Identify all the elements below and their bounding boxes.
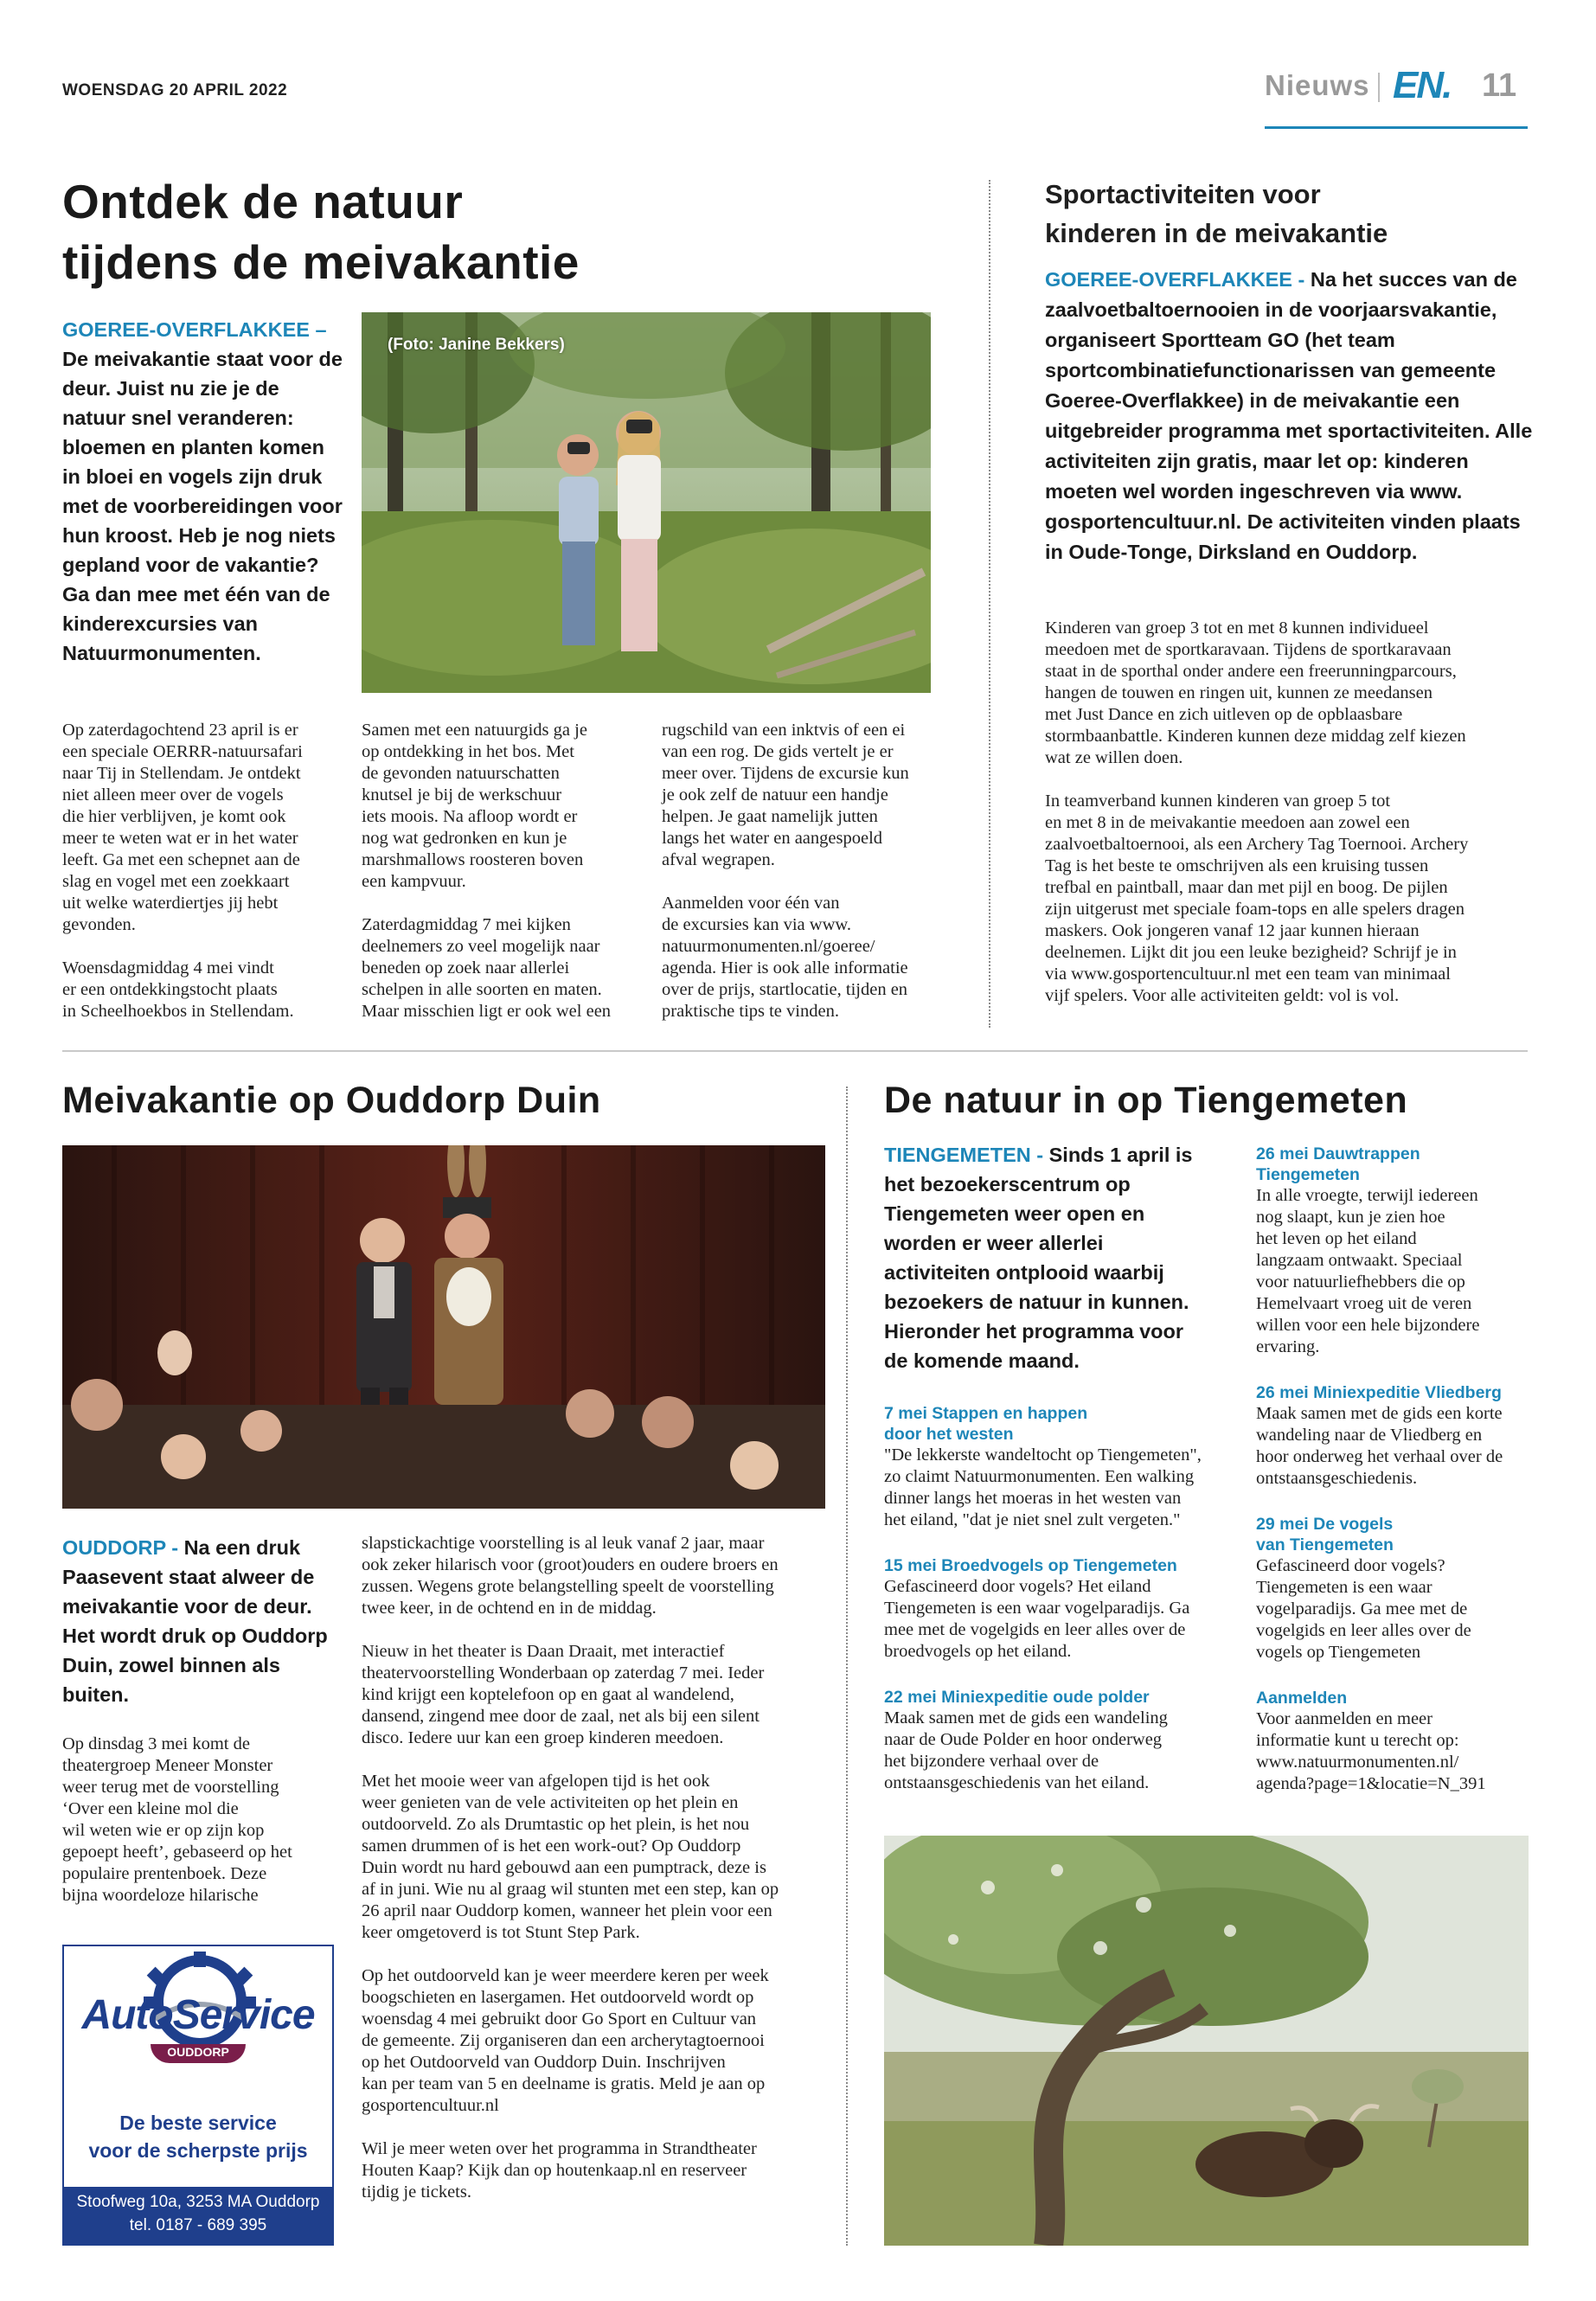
ad-address: Stoofweg 10a, 3253 MA Ouddorp xyxy=(76,2193,320,2211)
header-rule xyxy=(1265,126,1528,129)
program-item-title: 22 mei Miniexpeditie oude polder xyxy=(884,1688,1150,1707)
paragraph: Aanmelden voor één van de excursies kan via www. natuurmonumenten.nl/goeree/ agenda. Hier is ook alle informatie over de prijs, startlocatie, tijden en praktische tips te vinden. xyxy=(662,894,908,1021)
program-left xyxy=(884,1403,1213,1818)
article1-column-3 xyxy=(662,720,947,1044)
paragraph: rugschild van een inktvis of een ei van een rog. De gids vertelt je er meer over. Tijdens de excursie kun je ook zelf de natuur een handje helpen. Je gaat namelijk jutten langs het water en aangespoeld afval wegrapen. xyxy=(662,721,909,869)
program-item xyxy=(884,1555,1213,1663)
article2-kicker: GOEREE-OVERFLAKKEE - xyxy=(1045,268,1305,291)
ad-phone[interactable]: tel. 0187 - 689 395 xyxy=(129,2216,267,2234)
paragraph: Op zaterdagochtend 23 april is er een speciale OERRR-natuursafari naar Tij in Stellendam. Je ontdekt niet alleen meer over de vogels die hier verblijven, je komt ook meer te weten wat er in het water leeft. Ga met een schepnet aan de slag en vogel met een zoekkaart uit welke waterdiertjes jij hebt gevonden. xyxy=(62,721,303,934)
program-item xyxy=(884,1403,1213,1531)
photo-credit: (Foto: Janine Bekkers) xyxy=(388,336,565,354)
article1-kicker: GOEREE-OVERFLAKKEE – xyxy=(62,318,327,341)
highland-cattle-tree-photo xyxy=(884,1836,1529,2246)
newspaper-logo: EN. xyxy=(1393,64,1452,106)
article1-lead xyxy=(62,315,343,668)
program-item-title: 15 mei Broedvogels op Tiengemeten xyxy=(884,1556,1177,1575)
page-number: 11 xyxy=(1482,67,1517,104)
article1-lead-text: De meivakantie staat voor de deur. Juist nu zie je de natuur snel veranderen: bloemen en planten komen in bloei en vogels zijn druk met de voorbereidingen voor hun kroost. Heb je nog niets gepland voor de vakantie? Ga dan mee met één van de kinderexcursies van Natuurmonumenten. xyxy=(62,348,343,664)
paragraph: Samen met een natuurgids ga je op ontdekking in het bos. Met de gevonden natuurschatten knutsel je bij de werkschuur iets moois. Na afloop wordt er nog wat gedronken en kun je marshmallows roosteren boven een kampvuur. xyxy=(362,721,587,891)
program-item xyxy=(1256,1144,1537,1358)
paragraph: Op dinsdag 3 mei komt de theatergroep Meneer Monster weer terug met de voorstelling ‘Over een kleine mol die wil weten wie er op zijn kop gepoept heeft’, gebaseerd op het populaire prentenboek. Deze bijna woordeloze hilarische xyxy=(62,1734,292,1905)
autoservice-ad[interactable] xyxy=(62,1945,334,2246)
section-label: Nieuws xyxy=(1265,69,1370,101)
article4-kicker: TIENGEMETEN - xyxy=(884,1144,1044,1166)
ad-subbrand: OUDDORP xyxy=(167,2045,229,2059)
paragraph: Wil je meer weten over het programma in Strandtheater Houten Kaap? Kijk dan op houtenkaap.nl en reserveer tijdig je tickets. xyxy=(362,2139,757,2202)
article3-lead xyxy=(62,1533,348,1709)
article4-lead-text: Sinds 1 april is het bezoekerscentrum op Tiengemeten weer open en worden er weer allerlei activiteiten ontplooid waarbij bezoekers de natuur in kunnen. Hieronder het programma voor de komende maand. xyxy=(884,1144,1193,1372)
paragraph: Met het mooie weer van afgelopen tijd is het ook weer genieten van de vele activiteiten op het plein en outdoorveld. Zo als Drumtastic op het plein, is het nou samen drummen of is het een work-out? Op Ouddorp Duin wordt nu hard gebouwd aan een pumptrack, deze is af in juni. Wie nu al graag wil stunten met een step, kan op 26 april naar Ouddorp komen, wanneer het plein voor een keer omgetoverd is tot Stunt Step Park. xyxy=(362,1772,779,1942)
program-item-title: 26 mei Dauwtrappen Tiengemeten xyxy=(1256,1144,1420,1184)
article4-title: De natuur in op Tiengemeten xyxy=(884,1080,1408,1121)
section-divider xyxy=(1378,73,1380,102)
paragraph: In teamverband kunnen kinderen van groep 5 tot en met 8 in de meivakantie meedoen aan zowel een zaalvoetbaltoernooi, als een Archery Tag Toernooi. Archery Tag is het beste te omschrijven als een kruising tussen trefbal en paintball, maar dan met pijl en boog. De pijlen zijn uitgerust met speciale foam-tops en alle spelers dragen maskers. Ook jongeren vanaf 12 jaar kunnen hieraan deelnemen. Lijkt dit jou een leuke bezigheid? Schrijf je in via www.gosportencultuur.nl met een team van minimaal vijf spelers. Voor alle activiteiten geldt: vol is vol. xyxy=(1045,792,1469,1005)
article3-column-2 xyxy=(362,1533,846,2225)
article2-title: Sportactiviteiten voor kinderen in de meivakantie xyxy=(1045,179,1388,248)
paragraph: Woensdagmiddag 4 mei vindt er een ontdekkingstocht plaats in Scheelhoekbos in Stellendam. xyxy=(62,958,294,1021)
article3-lead-text: Na een druk Paasevent staat alweer de meivakantie voor de deur. Het wordt druk op Ouddorp Duin, zowel binnen als buiten. xyxy=(62,1536,328,1706)
program-item-text: Maak samen met de gids een wandeling naar de Oude Polder en hoor onderweg het bijzondere verhaal over de ontstaansgeschiedenis van het eiland. xyxy=(884,1708,1168,1792)
paragraph: slapstickachtige voorstelling is al leuk vanaf 2 jaar, maar ook zeker hilarisch voor (groot)ouders en oudere broers en zussen. Wegens grote belangstelling speelt de voorstelling twee keer, in de ochtend en in de middag. xyxy=(362,1534,779,1618)
article2-lead xyxy=(1045,265,1534,567)
program-item-text: In alle vroegte, terwijl iedereen nog slaapt, kun je zien hoe het leven op het eiland langzaam ontwaakt. Speciaal voor natuurliefhebbers die op Hemelvaart vroeg uit de veren willen voor een hele bijzondere ervaring. xyxy=(1256,1186,1480,1356)
program-item-text: Gefascineerd door vogels? Tiengemeten is een waar vogelparadijs. Ga mee met de vogelgids en leer alles over de vogels op Tiengemeten xyxy=(1256,1556,1471,1662)
section-separator xyxy=(62,1050,1528,1052)
page-date: WOENSDAG 20 APRIL 2022 xyxy=(62,81,288,99)
ad-brand: AutoService xyxy=(81,1992,315,2038)
paragraph: Kinderen van groep 3 tot en met 8 kunnen individueel meedoen met de sportkaravaan. Tijdens de sportkaravaan staat in de sporthal onder andere een freerunningparcours, hangen de touwen en ringen uit, kunnen ze meedansen met Just Dance en zich uitleven op de opblaasbare stormbaanbattle. Kinderen kunnen deze middag zelf kiezen wat ze willen doen. xyxy=(1045,619,1466,767)
article3-column-1 xyxy=(62,1734,348,1928)
column-divider xyxy=(846,1086,848,2246)
paragraph: Op het outdoorveld kan je weer meerdere keren per week boogschieten en lasergamen. Het outdoorveld wordt op woensdag 4 mei gebruikt door Go Sport en Cultuur van de gemeente. Zij organiseren dan een archerytagtoernooi op het Outdoorveld van Ouddorp Duin. Inschrijven kan per team van 5 en deelname is gratis. Meld je aan op gosportencultuur.nl xyxy=(362,1966,769,2115)
paragraph: Nieuw in het theater is Daan Draait, met interactief theatervoorstelling Wonderbaan op zaterdag 7 mei. Ieder kind krijgt een koptelefoon op en gaat al wandelend, dansend, zingend mee door de zaal, net als bij een silent disco. Iedere uur kan een groep kinderen meedoen. xyxy=(362,1642,765,1747)
program-item-text: "De lekkerste wandeltocht op Tiengemeten", zo claimt Natuurmonumenten. Een walking dinner langs het moeras in het westen van het eiland, "dat je niet snel zult vergeten." xyxy=(884,1445,1202,1529)
program-item-title: Aanmelden xyxy=(1256,1689,1348,1708)
program-item-title: 26 mei Miniexpeditie Vliedberg xyxy=(1256,1383,1502,1402)
program-item xyxy=(884,1687,1213,1794)
paragraph: Zaterdagmiddag 7 mei kijken deelnemers zo veel mogelijk naar beneden op zoek naar allerlei schelpen in alle soorten en maten. Maar misschien ligt er ook wel een xyxy=(362,915,612,1021)
ad-slogan: De beste service voor de scherpste prijs xyxy=(88,2112,308,2162)
article1-title: Ontdek de natuur tijdens de meivakantie xyxy=(62,175,580,289)
column-divider xyxy=(989,180,990,1028)
program-item-title: 29 mei De vogels van Tiengemeten xyxy=(1256,1515,1394,1554)
article3-title: Meivakantie op Ouddorp Duin xyxy=(62,1080,601,1121)
article2-body xyxy=(1045,618,1538,1029)
children-binoculars-photo xyxy=(362,312,931,693)
program-item xyxy=(1256,1688,1537,1795)
article1-column-1 xyxy=(62,720,348,1044)
article4-lead xyxy=(884,1140,1204,1375)
article1-column-2 xyxy=(362,720,647,1044)
article2-lead-text: Na het succes van de zaalvoetbaltoernooien in de voorjaarsvakantie, organiseert Sportteam GO (het team sportcombinatiefunctionarissen van gemeente Goeree-Overflakkee) in de meivakantie een uitgebreider programma met sportactiviteiten. Alle activiteiten zijn gratis, maar let op: kinderen moeten wel worden ingeschreven via www. gosportencultuur.nl. De activiteiten vinden plaats in Oude-Tonge, Dirksland en Ouddorp. xyxy=(1045,268,1533,563)
program-item-text: Maak samen met de gids een korte wandeling naar de Vliedberg en hoor onderweg het verhaal over de ontstaansgeschiedenis. xyxy=(1256,1404,1503,1488)
program-item-text: Gefascineerd door vogels? Het eiland Tiengemeten is een waar vogelparadijs. Ga mee met de vogelgids en leer alles over de broedvogels op het eiland. xyxy=(884,1577,1190,1661)
program-item xyxy=(1256,1514,1537,1663)
program-right xyxy=(1256,1144,1537,1819)
program-item-text[interactable]: Voor aanmelden en meer informatie kunt u terecht op: www.natuurmonumenten.nl/ agenda?page=1&locatie=N_391 xyxy=(1256,1709,1486,1793)
theatre-performance-photo xyxy=(62,1145,825,1509)
program-item xyxy=(1256,1382,1537,1490)
program-item-title: 7 mei Stappen en happen door het westen xyxy=(884,1404,1088,1444)
article3-kicker: OUDDORP - xyxy=(62,1536,179,1559)
